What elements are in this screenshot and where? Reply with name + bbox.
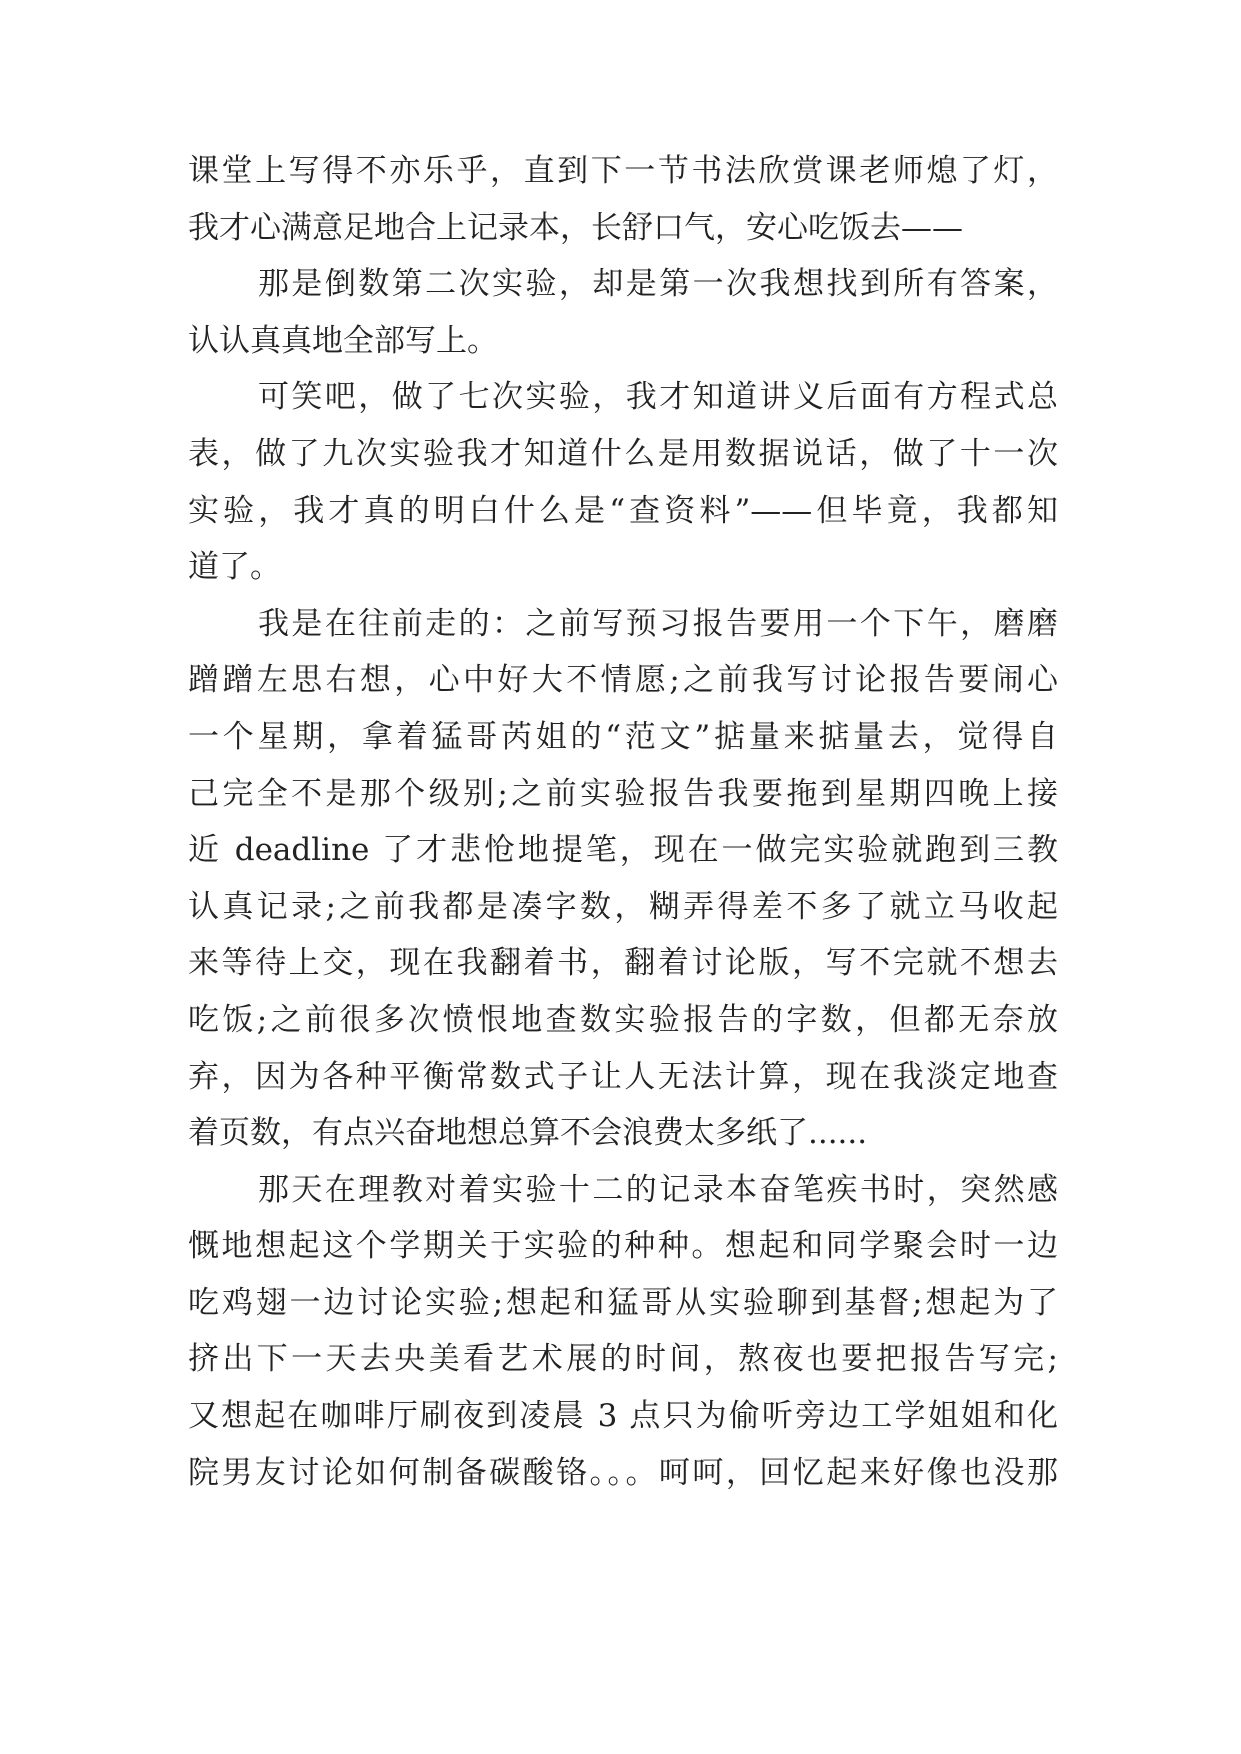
text-line: 道了。 [188,549,281,586]
text-line: 蹭蹭左思右想，心中好大不情愿;之前我写讨论报告要闹心 [188,662,1058,699]
text-line: 弃，因为各种平衡常数式子让人无法计算，现在我淡定地查 [188,1058,1058,1095]
text-line: 着页数，有点兴奋地想总算不会浪费太多纸了...... [188,1115,868,1152]
paragraph-first-line: 那天在理教对着实验十二的记录本奋笔疾书时，突然感 [258,1171,1058,1208]
text-line: 我才心满意足地合上记录本，长舒口气，安心吃饭去—— [188,209,963,246]
paragraph-first-line: 可笑吧，做了七次实验，我才知道讲义后面有方程式总 [258,379,1058,416]
text-line: 慨地想起这个学期关于实验的种种。想起和同学聚会时一边 [188,1228,1058,1265]
paragraph-first-line: 那是倒数第二次实验，却是第一次我想找到所有答案， [258,266,1058,303]
text-line: 又想起在咖啡厅刷夜到凌晨 3 点只为偷听旁边工学姐姐和化 [188,1398,1058,1435]
document-body [188,143,1058,1501]
text-line: 院男友讨论如何制备碳酸铬。。。呵呵，回忆起来好像也没那 [188,1454,1058,1491]
text-line: 来等待上交，现在我翻着书，翻着讨论版，写不完就不想去 [188,945,1058,982]
text-line: 己完全不是那个级别;之前实验报告我要拖到星期四晚上接 [188,775,1058,812]
text-line: 近 deadline 了才悲怆地提笔，现在一做完实验就跑到三教 [188,832,1058,869]
text-line: 课堂上写得不亦乐乎，直到下一节书法欣赏课老师熄了灯， [188,153,1058,189]
text-line: 挤出下一天去央美看艺术展的时间，熬夜也要把报告写完; [188,1341,1058,1378]
text-line: 认真记录;之前我都是凑字数，糊弄得差不多了就立马收起 [188,888,1058,925]
text-line: 吃鸡翅一边讨论实验;想起和猛哥从实验聊到基督;想起为了 [188,1284,1058,1321]
text-line: 表，做了九次实验我才知道什么是用数据说话，做了十一次 [188,435,1058,472]
text-line: 认认真真地全部写上。 [188,322,498,359]
text-line: 一个星期，拿着猛哥芮姐的“范文”掂量来掂量去，觉得自 [188,718,1058,755]
text-line: 实验，我才真的明白什么是“查资料”——但毕竟，我都知 [188,492,1058,529]
text-line: 吃饭;之前很多次愤恨地查数实验报告的字数，但都无奈放 [188,1001,1058,1038]
paragraph-first-line: 我是在往前走的：之前写预习报告要用一个下午，磨磨 [258,605,1058,642]
